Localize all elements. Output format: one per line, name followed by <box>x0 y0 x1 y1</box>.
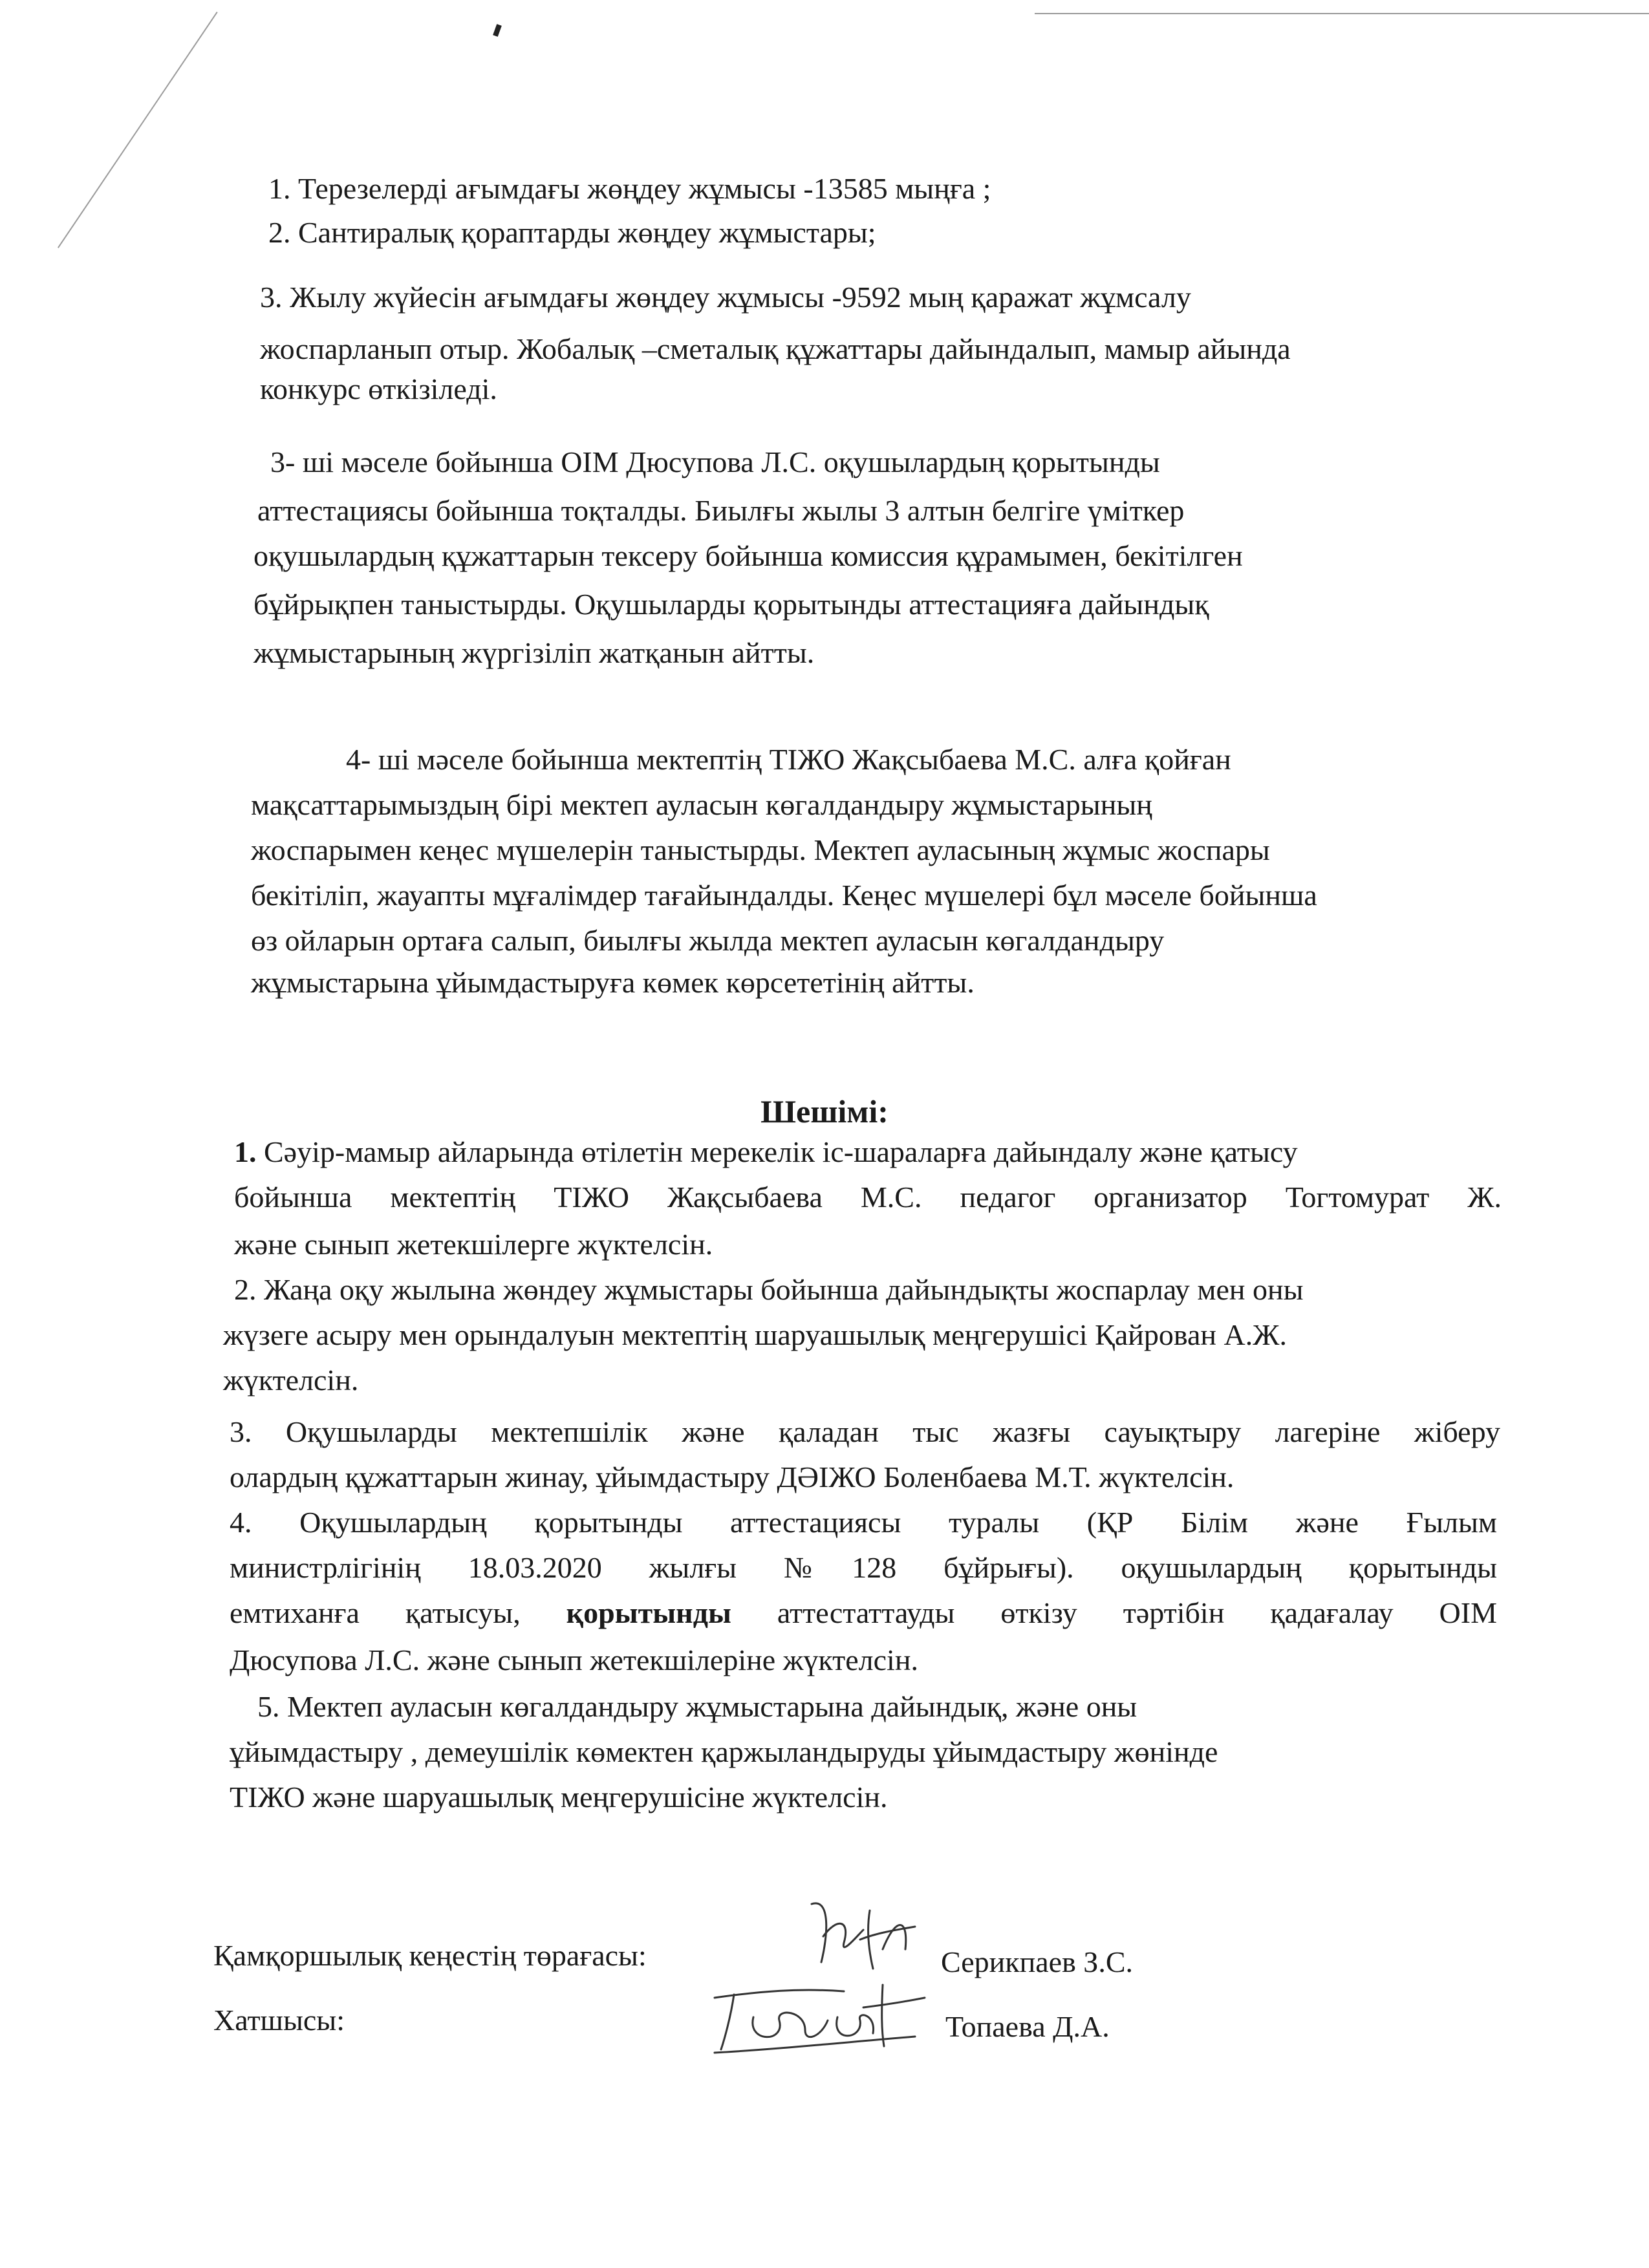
secretary-signature <box>708 1972 928 2062</box>
secretary-label: Хатшысы: <box>213 2004 345 2037</box>
para3-line-2: аттестациясы бойынша тоқталды. Биылғы жылы 3 алтын белгіге үміткер <box>257 494 1185 527</box>
decision-4-text-bold: қорытынды <box>566 1596 731 1629</box>
item-1: 1. Терезелерді ағымдағы жөңдеу жұмысы -13585 мыңға ; <box>268 172 991 205</box>
para3-line-4: бұйрықпен таныстырды. Оқушыларды қорытынды аттестацияға дайындық <box>253 588 1209 621</box>
decision-3-line-2: олардың құжаттарын жинау, ұйымдастыру ДӘІЖО Боленбаева М.Т. жүктелсін. <box>230 1460 1234 1493</box>
scan-artifact-line <box>58 12 218 248</box>
para4-line-6: жұмыстарына ұйымдастыруға көмек көрсететінің айтты. <box>251 966 975 999</box>
chair-name: Серикпаев З.С. <box>941 1945 1134 1978</box>
para4-line-4: бекітіліп, жауапты мұғалімдер тағайындалды. Кеңес мүшелері бұл мәселе бойынша <box>251 879 1317 912</box>
para3-line-3: оқушылардың құжаттарын тексеру бойынша комиссия құрамымен, бекітілген <box>253 539 1243 572</box>
decision-4-line-2: министрлігінің 18.03.2020 жылғы №128 бұйрығы). оқушылардың қорытынды <box>230 1551 1497 1584</box>
decision-5-line-3: ТІЖО және шаруашылық меңгерушісіне жүктелсін. <box>230 1781 888 1813</box>
para4-line-2: мақсаттарымыздың бірі мектеп ауласын көгалдандыру жұмыстарының <box>251 788 1152 821</box>
para4-line-5: өз ойларын ортаға салып, биылғы жылда мектеп ауласын көгалдандыру <box>251 924 1165 957</box>
decision-4-line-1: 4. Оқушылардың қорытынды аттестациясы туралы (ҚР Білім және Ғылым <box>230 1506 1497 1539</box>
item-2: 2. Сантиралық қораптарды жөңдеу жұмыстары; <box>268 216 876 249</box>
scan-artifact-mark <box>493 24 502 37</box>
decision-4-line-4: Дюсупова Л.С. және сынып жетекшілеріне жүктелсін. <box>230 1643 918 1676</box>
decision-1-line-1 <box>234 1133 1298 1171</box>
item-3-line-3: конкурс өткізіледі. <box>260 372 497 405</box>
para4-line-3: жоспарымен кеңес мүшелерін таныстырды. Мектеп ауласының жұмыс жоспары <box>251 833 1270 866</box>
decision-4-text-a: емтиханға қатысуы, <box>230 1596 521 1629</box>
secretary-name: Топаева Д.А. <box>945 2010 1110 2043</box>
chair-label: Қамқоршылық кеңестің төрағасы: <box>213 1939 647 1972</box>
para3-line-5: жұмыстарының жүргізіліп жатқанын айтты. <box>253 636 815 669</box>
decision-4-line-3 <box>230 1594 1497 1632</box>
decision-title: Шешімі: <box>760 1093 889 1129</box>
decision-5-line-2: ұйымдастыру , демеушілік көмектен қаржыландыруды ұйымдастыру жөнінде <box>230 1735 1218 1768</box>
item-3-line-2: жоспарланып отыр. Жобалық –сметалық құжаттары дайындалып, мамыр айында <box>260 332 1291 365</box>
item-3-line-1: 3. Жылу жүйесін ағымдағы жөңдеу жұмысы -9592 мың қаражат жұмсалу <box>260 281 1191 314</box>
decision-2-line-3: жүктелсін. <box>223 1364 359 1396</box>
scan-artifact-line-top <box>1035 13 1649 14</box>
decision-4-text-c: аттестаттауды өткізу тәртібін қадағалау ОІМ <box>777 1596 1497 1629</box>
decision-1-line-3: және сынып жетекшілерге жүктелсін. <box>234 1228 713 1261</box>
para3-line-1: 3- ші мәселе бойынша ОІМ Дюсупова Л.С. оқушылардың қорытынды <box>270 445 1160 478</box>
decision-2-line-1: 2. Жаңа оқу жылына жөндеу жұмыстары бойынша дайындықты жоспарлау мен оны <box>234 1273 1304 1306</box>
decision-1-number: 1. <box>234 1135 257 1168</box>
decision-1-line-2: бойынша мектептің ТІЖО Жақсыбаева М.С. педагог организатор Тогтомурат Ж. <box>234 1181 1502 1214</box>
decision-3-line-1: 3. Оқушыларды мектепшілік және қаладан тыс жазғы сауықтыру лагеріне жіберу <box>230 1415 1500 1448</box>
decision-1-text: Сәуір-мамыр айларында өтілетін мерекелік іс-шараларға дайындалу және қатысу <box>264 1135 1298 1168</box>
decision-5-line-1: 5. Мектеп ауласын көгалдандыру жұмыстарына дайындық, және оны <box>257 1690 1137 1723</box>
decision-2-line-2: жүзеге асыру мен орындалуын мектептің шаруашылық меңгерушісі Қайрован А.Ж. <box>223 1318 1287 1351</box>
para4-line-1: 4- ші мәселе бойынша мектептің ТІЖО Жақсыбаева М.С. алға қойған <box>346 743 1231 776</box>
